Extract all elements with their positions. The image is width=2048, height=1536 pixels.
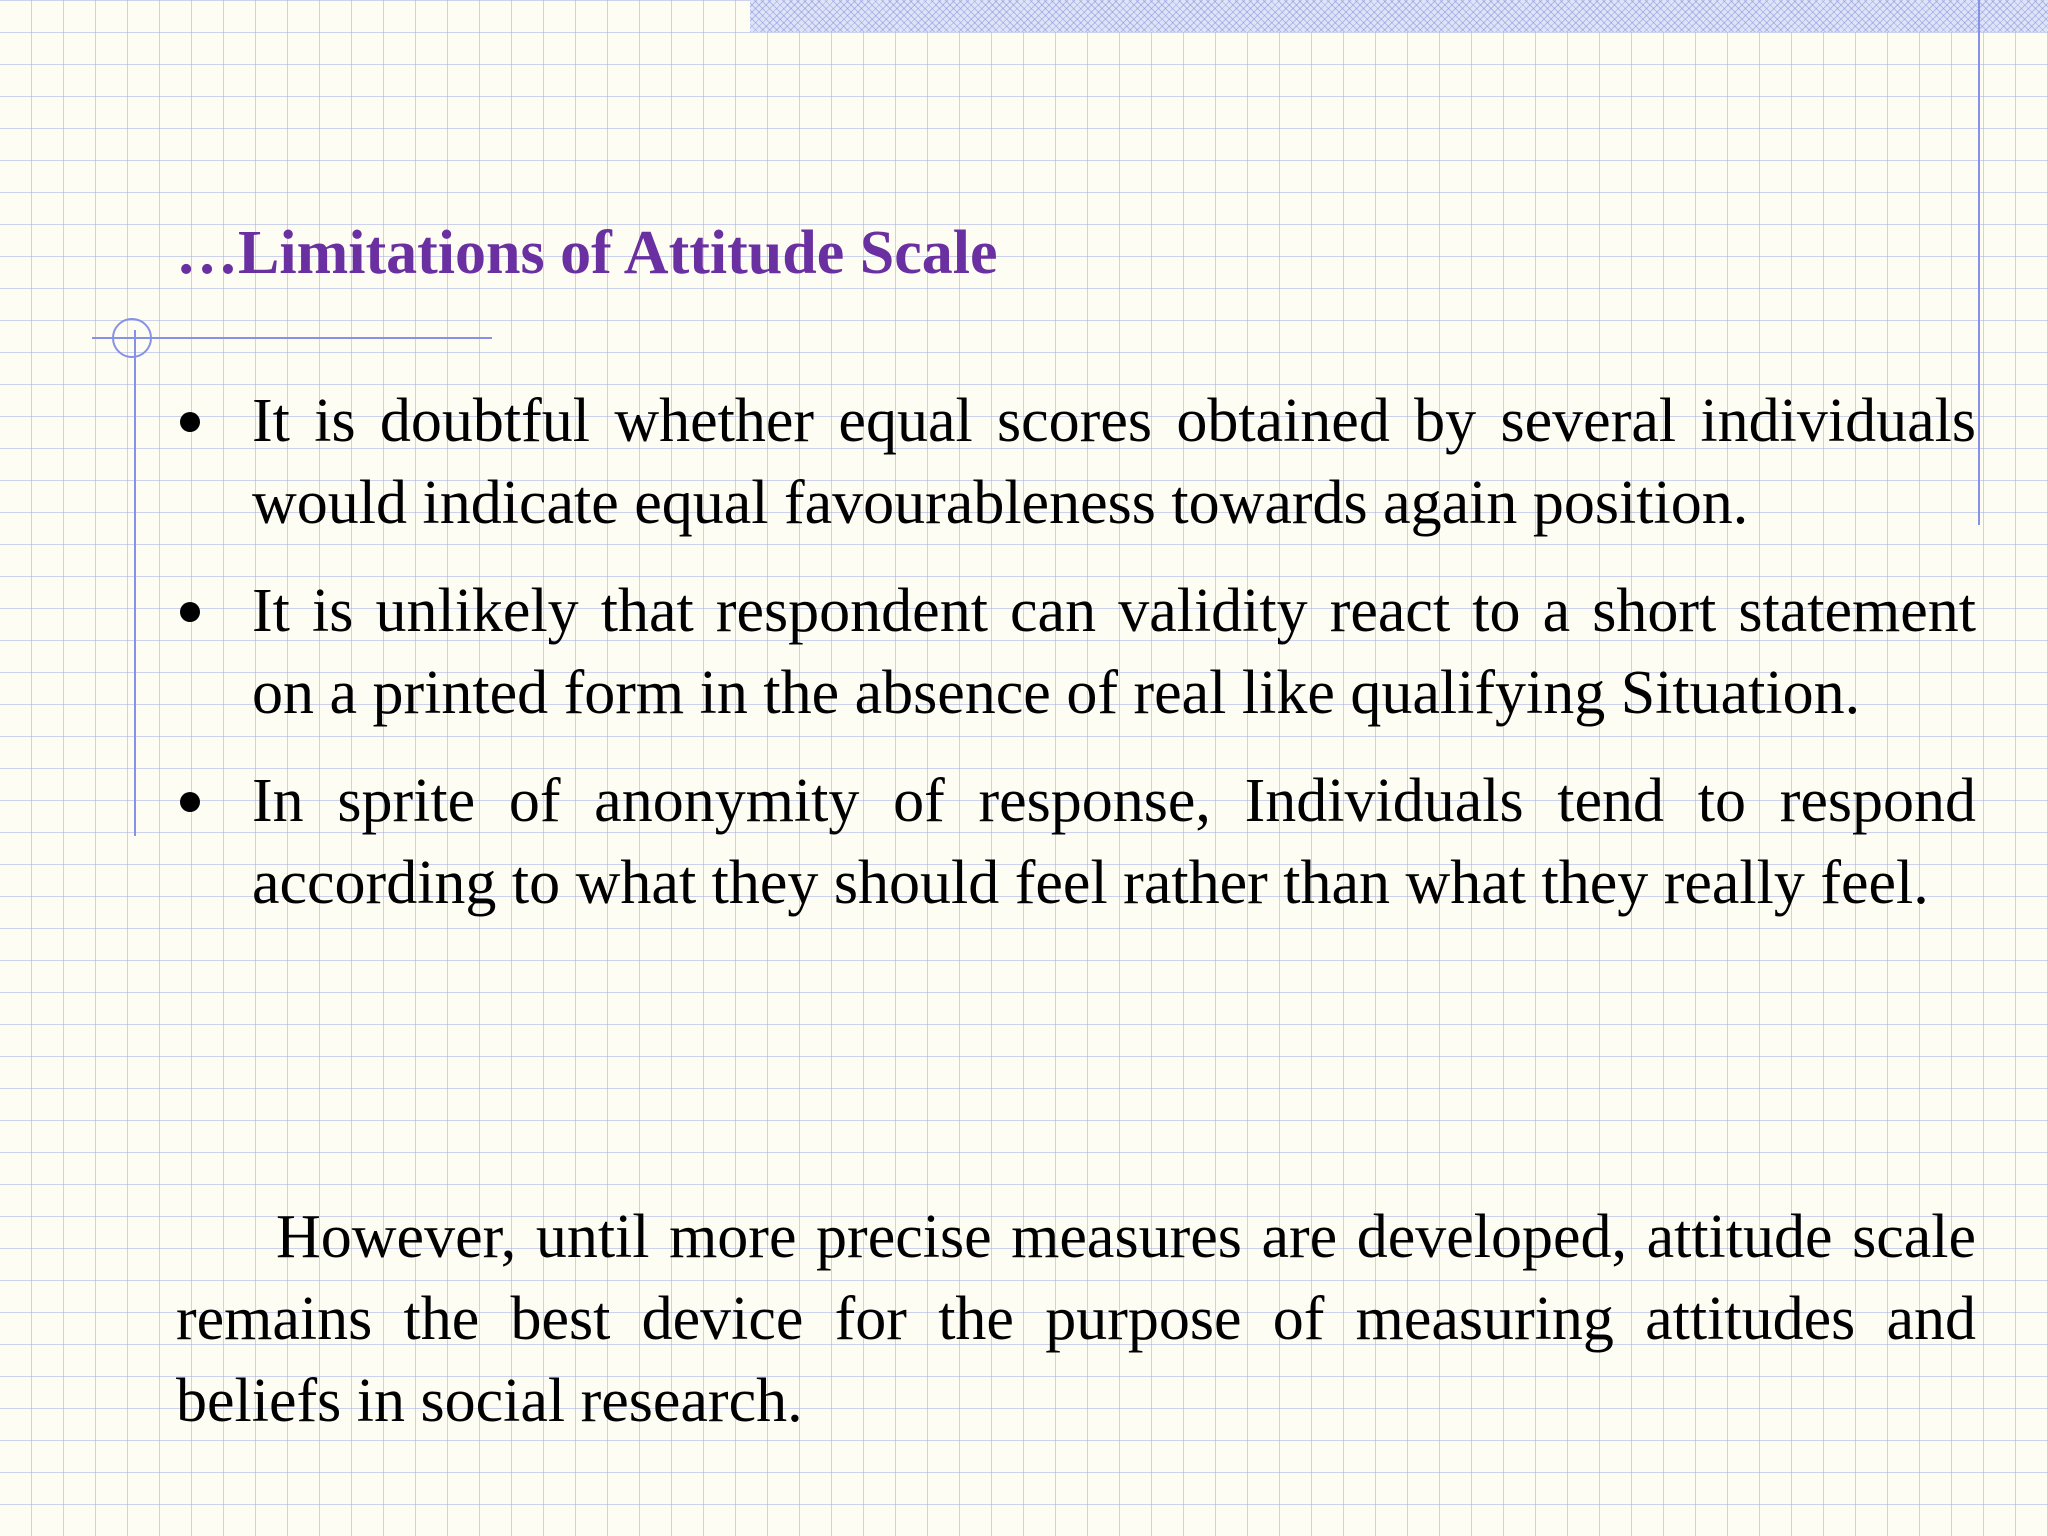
title-underline-rule xyxy=(92,337,492,339)
bullet-text: It is doubtful whether equal scores obtained by several individuals would indicate equal favourableness towards again position. xyxy=(252,387,1976,537)
closing-paragraph: However, until more precise measures are developed, attitude scale remains the best device for the purpose of measuring attitudes and beliefs in social research. xyxy=(176,1203,1976,1435)
right-vertical-rule xyxy=(1978,0,1980,525)
bullet-dot-icon xyxy=(180,602,200,622)
bullet-dot-icon xyxy=(180,792,200,812)
left-vertical-rule xyxy=(134,330,136,836)
bullet-text: In sprite of anonymity of response, Individuals tend to respond according to what they should feel rather than what they really feel. xyxy=(252,767,1976,917)
bullet-list xyxy=(176,380,1976,950)
slide-title: …Limitations of Attitude Scale xyxy=(176,219,998,287)
bullet-item xyxy=(176,570,1976,734)
crosshair-circle-icon xyxy=(112,318,152,358)
bullet-item xyxy=(176,380,1976,544)
bullet-text: It is unlikely that respondent can validity react to a short statement on a printed form in the absence of real like qualifying Situation. xyxy=(252,577,1976,727)
top-pattern-band xyxy=(750,0,2048,32)
bullet-dot-icon xyxy=(180,412,200,432)
bullet-item xyxy=(176,760,1976,924)
